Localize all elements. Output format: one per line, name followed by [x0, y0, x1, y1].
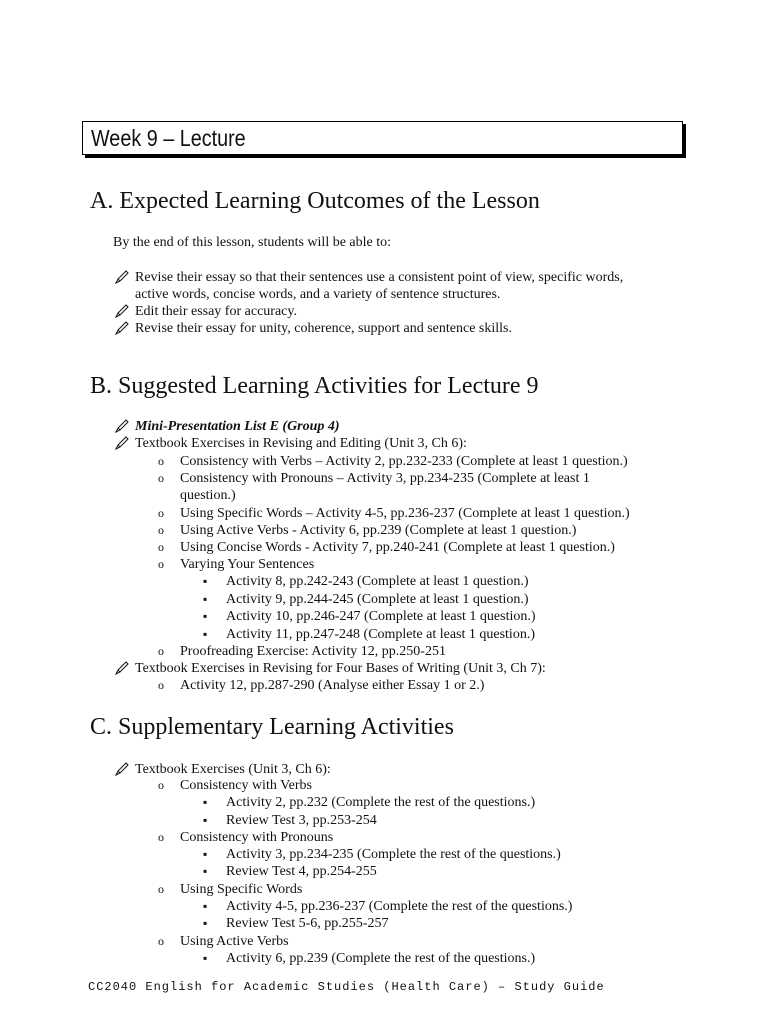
activity-subsubitem: Activity 10, pp.246-247 (Complete at least 1 question.): [226, 609, 536, 624]
square-bullet: ▪: [203, 609, 208, 623]
supplementary-subitem: Consistency with Pronouns: [180, 830, 334, 845]
activity-subitem: Consistency with Verbs – Activity 2, pp.232-233 (Complete at least 1 question.): [180, 454, 628, 469]
activity-subitem: question.): [180, 488, 236, 503]
square-bullet: ▪: [203, 813, 208, 827]
supplementary-subitem: Using Specific Words: [180, 882, 303, 897]
section-a-heading: A. Expected Learning Outcomes of the Lesson: [90, 188, 540, 214]
outcome-item: active words, concise words, and a variety of sentence structures.: [135, 287, 501, 302]
supplementary-item: Textbook Exercises (Unit 3, Ch 6):: [135, 762, 331, 777]
circle-bullet: o: [158, 506, 164, 520]
activity-subitem: Using Specific Words – Activity 4-5, pp.236-237 (Complete at least 1 question.): [180, 506, 630, 521]
outcome-item: Edit their essay for accuracy.: [135, 304, 297, 319]
pencil-bullet-icon: [115, 661, 129, 675]
square-bullet: ▪: [203, 847, 208, 861]
supplementary-subsubitem: Review Test 5-6, pp.255-257: [226, 916, 389, 931]
square-bullet: ▪: [203, 864, 208, 878]
circle-bullet: o: [158, 778, 164, 792]
square-bullet: ▪: [203, 795, 208, 809]
circle-bullet: o: [158, 830, 164, 844]
page-title: Week 9 – Lecture: [91, 125, 246, 151]
square-bullet: ▪: [203, 916, 208, 930]
circle-bullet: o: [158, 644, 164, 658]
circle-bullet: o: [158, 454, 164, 468]
circle-bullet: o: [158, 540, 164, 554]
section-c-heading: C. Supplementary Learning Activities: [90, 714, 454, 740]
circle-bullet: o: [158, 471, 164, 485]
supplementary-subsubitem: Review Test 4, pp.254-255: [226, 864, 377, 879]
circle-bullet: o: [158, 882, 164, 896]
activity-subsubitem: Activity 8, pp.242-243 (Complete at least 1 question.): [226, 574, 529, 589]
activity-subsubitem: Activity 11, pp.247-248 (Complete at least 1 question.): [226, 627, 535, 642]
pencil-bullet-icon: [115, 762, 129, 776]
activity-subitem: Consistency with Pronouns – Activity 3, pp.234-235 (Complete at least 1: [180, 471, 590, 486]
square-bullet: ▪: [203, 899, 208, 913]
page-footer: CC2040 English for Academic Studies (Health Care) – Study Guide: [88, 980, 605, 994]
outcome-item: Revise their essay so that their sentences use a consistent point of view, specific words,: [135, 270, 624, 285]
activity-subitem: Using Active Verbs - Activity 6, pp.239 (Complete at least 1 question.): [180, 523, 577, 538]
outcome-item: Revise their essay for unity, coherence, support and sentence skills.: [135, 321, 512, 336]
pencil-bullet-icon: [115, 419, 129, 433]
activity-subitem: Using Concise Words - Activity 7, pp.240-241 (Complete at least 1 question.): [180, 540, 615, 555]
circle-bullet: o: [158, 557, 164, 571]
week-title-box: [82, 121, 683, 155]
square-bullet: ▪: [203, 627, 208, 641]
supplementary-subsubitem: Activity 3, pp.234-235 (Complete the rest of the questions.): [226, 847, 561, 862]
supplementary-subsubitem: Review Test 3, pp.253-254: [226, 813, 377, 828]
circle-bullet: o: [158, 678, 164, 692]
pencil-bullet-icon: [115, 270, 129, 284]
activity-subsubitem: Activity 9, pp.244-245 (Complete at least 1 question.): [226, 592, 529, 607]
circle-bullet: o: [158, 523, 164, 537]
activity-subitem: Proofreading Exercise: Activity 12, pp.250-251: [180, 644, 446, 659]
supplementary-subsubitem: Activity 2, pp.232 (Complete the rest of the questions.): [226, 795, 536, 810]
pencil-bullet-icon: [115, 321, 129, 335]
activity-subitem: Varying Your Sentences: [180, 557, 315, 572]
activity-item: Textbook Exercises in Revising for Four Bases of Writing (Unit 3, Ch 7):: [135, 661, 546, 676]
circle-bullet: o: [158, 934, 164, 948]
pencil-bullet-icon: [115, 304, 129, 318]
square-bullet: ▪: [203, 951, 208, 965]
pencil-bullet-icon: [115, 436, 129, 450]
square-bullet: ▪: [203, 574, 208, 588]
section-b-heading: B. Suggested Learning Activities for Lecture 9: [90, 373, 539, 399]
activity-item: Textbook Exercises in Revising and Editing (Unit 3, Ch 6):: [135, 436, 467, 451]
square-bullet: ▪: [203, 592, 208, 606]
section-a-intro: By the end of this lesson, students will be able to:: [113, 235, 392, 250]
supplementary-subsubitem: Activity 4-5, pp.236-237 (Complete the rest of the questions.): [226, 899, 573, 914]
supplementary-subitem: Consistency with Verbs: [180, 778, 312, 793]
supplementary-subitem: Using Active Verbs: [180, 934, 289, 949]
activity-subitem: Activity 12, pp.287-290 (Analyse either Essay 1 or 2.): [180, 678, 485, 693]
activity-item: Mini-Presentation List E (Group 4): [135, 419, 340, 434]
supplementary-subsubitem: Activity 6, pp.239 (Complete the rest of the questions.): [226, 951, 536, 966]
